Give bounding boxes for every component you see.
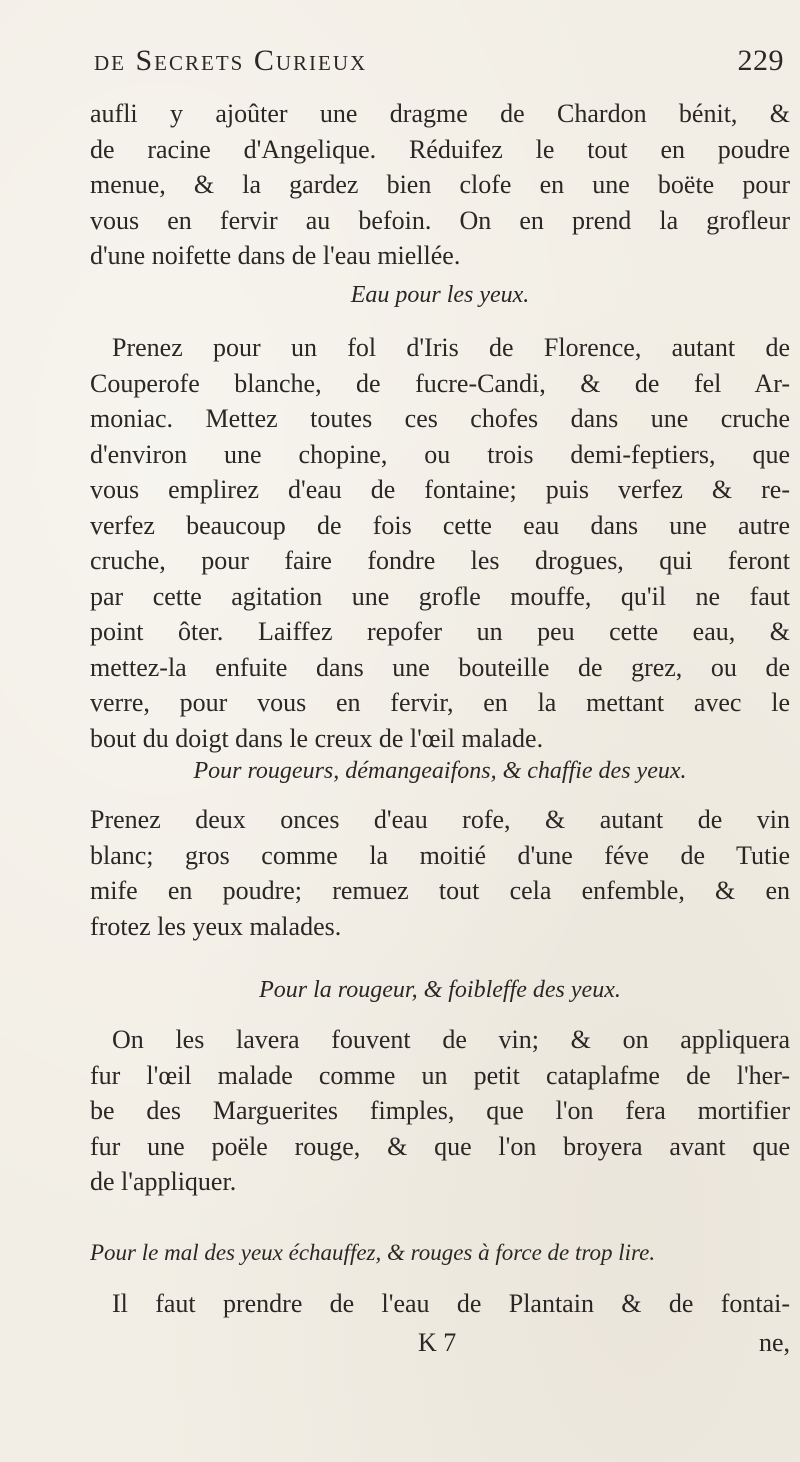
recipe-heading: Pour le mal des yeux échauffez, & rouges à force de trop lire. — [90, 1240, 656, 1265]
signature-mark: K 7 — [418, 1328, 457, 1357]
text-line: blanc; gros comme la moitié d'une féve de Tutie — [90, 840, 790, 870]
recipe-paragraph — [90, 802, 790, 944]
text-line: de l'appliquer. — [90, 1167, 237, 1196]
recipe-heading: Pour la rougeur, & foibleffe des yeux. — [259, 977, 621, 1003]
text-line: Il faut prendre de l'eau de Plantain & de fontai- — [112, 1289, 790, 1318]
text-line: Prenez deux onces d'eau rofe, & autant de vin — [90, 805, 790, 834]
text-line: be des Marguerites fimples, que l'on fera mortifier — [90, 1096, 790, 1125]
text-line: d'environ une chopine, ou trois demi-feptiers, que — [90, 439, 790, 469]
recipe-heading: Eau pour les yeux. — [350, 282, 530, 308]
recipe-paragraph — [90, 330, 790, 756]
text-line: par cette agitation une grofle mouffe, qu'il ne faut — [90, 581, 790, 611]
text-line: point ôter. Laiffez repofer un peu cette eau, & — [90, 617, 790, 646]
text-line: frotez les yeux malades. — [90, 911, 342, 941]
text-line: d'une noifette dans de l'eau miellée. — [90, 241, 461, 270]
recipe-paragraph — [90, 1286, 790, 1322]
text-line: verfez beaucoup de fois cette eau dans une autre — [90, 510, 790, 540]
text-line: mettez-la enfuite dans une bouteille de grez, ou de — [90, 652, 790, 682]
text-line: vous en fervir au befoin. On en prend la grofleur — [90, 205, 790, 235]
text-line: On les lavera fouvent de vin; & on appliquera — [112, 1025, 790, 1054]
running-header — [94, 44, 784, 84]
text-line: fur une poële rouge, & que l'on broyera avant que — [90, 1131, 790, 1161]
text-line: Couperofe blanche, de fucre-Candi, & de fel Ar- — [90, 368, 790, 398]
text-line: moniac. Mettez toutes ces chofes dans une cruche — [90, 404, 790, 433]
page-footer — [90, 1328, 790, 1362]
recipe-paragraph — [90, 1022, 790, 1200]
text-line: mife en poudre; remuez tout cela enfemble, & en — [90, 876, 790, 905]
text-line: menue, & la gardez bien clofe en une boëte pour — [90, 170, 790, 199]
text-line: fur l'œil malade comme un petit cataplafme de l'her- — [90, 1060, 790, 1090]
text-line: Prenez pour un fol d'Iris de Florence, autant de — [112, 333, 790, 362]
text-line: verre, pour vous en fervir, en la mettant avec le — [90, 688, 790, 717]
text-line: aufli y ajoûter une dragme de Chardon bénit, & — [90, 99, 790, 128]
paragraph-continuation — [90, 96, 790, 274]
text-line: cruche, pour faire fondre les drogues, qui feront — [90, 546, 790, 575]
running-title: de Secrets Curieux — [94, 44, 368, 77]
recipe-heading: Pour rougeurs, démangeaifons, & chaffie des yeux. — [193, 758, 687, 784]
catchword: ne, — [758, 1328, 790, 1357]
text-line: de racine d'Angelique. Réduifez le tout en poudre — [90, 134, 790, 164]
text-line: bout du doigt dans le creux de l'œil malade. — [90, 723, 544, 753]
text-line: vous emplirez d'eau de fontaine; puis verfez & re- — [90, 475, 790, 504]
page-number: 229 — [737, 44, 784, 77]
